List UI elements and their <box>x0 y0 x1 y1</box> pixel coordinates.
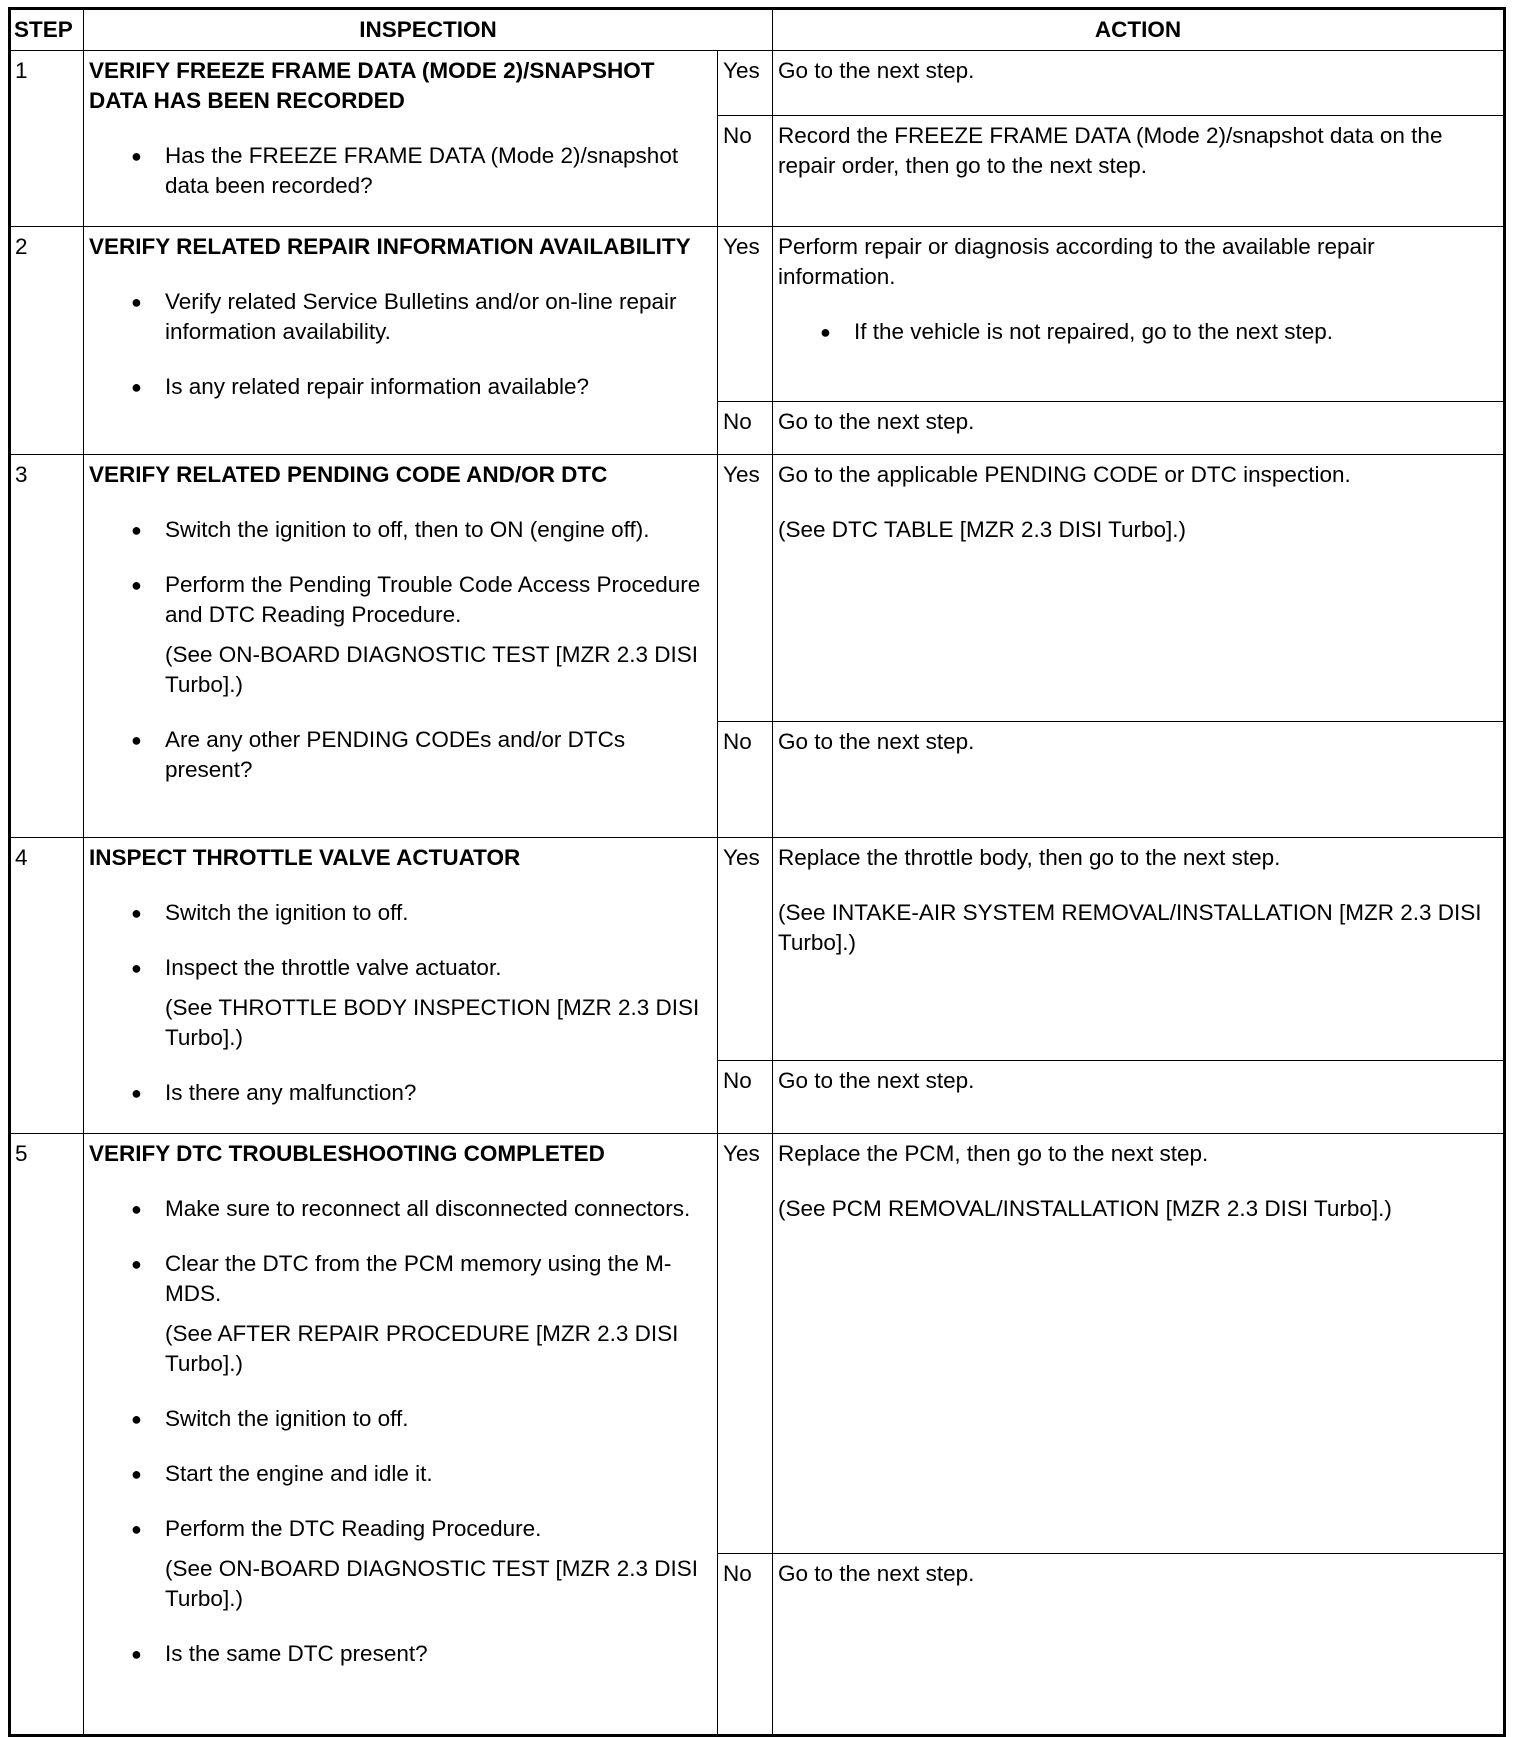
no-action <box>773 1061 1505 1134</box>
no-action <box>773 1554 1505 1736</box>
header-row <box>10 9 1505 51</box>
reference-text: (See DTC TABLE [MZR 2.3 DISI Turbo].) <box>778 517 1187 542</box>
no-action-text: Go to the next step. <box>778 1561 975 1586</box>
no-action <box>773 116 1505 227</box>
header-inspection: INSPECTION <box>84 9 773 51</box>
reference-text: (See THROTTLE BODY INSPECTION [MZR 2.3 DISI Turbo].) <box>165 995 700 1050</box>
yes-label: Yes <box>718 838 773 1061</box>
no-action-text: Go to the next step. <box>778 409 975 434</box>
step-number: 3 <box>10 455 84 838</box>
inspection-bullet-item <box>89 1194 712 1224</box>
inspection-cell <box>84 1134 718 1736</box>
bullet-text: Is there any malfunction? <box>165 1080 417 1105</box>
step-row-yes <box>10 51 1505 116</box>
yes-label: Yes <box>718 1134 773 1554</box>
bullet-icon: ● <box>131 575 142 595</box>
no-action <box>773 402 1505 455</box>
yes-action-text: Replace the PCM, then go to the next step. <box>778 1141 1209 1166</box>
no-label: No <box>718 1554 773 1736</box>
no-action-text: Go to the next step. <box>778 1068 975 1094</box>
header-step: STEP <box>10 9 84 51</box>
inspection-cell <box>84 51 718 227</box>
bullet-icon: ● <box>131 1254 142 1274</box>
yes-action-text: Replace the throttle body, then go to the next step. <box>778 845 1281 870</box>
inspection-bullet-item <box>89 898 712 928</box>
inspection-bullet-item <box>89 1249 712 1309</box>
bullet-icon: ● <box>131 1409 142 1429</box>
bullet-text: Switch the ignition to off, then to ON (engine off). <box>165 517 650 542</box>
inspection-bullet-item <box>89 953 712 983</box>
inspection-title: VERIFY RELATED REPAIR INFORMATION AVAILABILITY <box>89 234 691 259</box>
bullet-text: Has the FREEZE FRAME DATA (Mode 2)/snapshot data been recorded? <box>165 143 679 198</box>
step-row-yes <box>10 455 1505 722</box>
yes-action <box>773 455 1505 722</box>
inspection-bullet-item <box>89 1514 712 1544</box>
bullet-icon: ● <box>820 322 831 342</box>
no-label: No <box>718 402 773 455</box>
inspection-title: VERIFY DTC TROUBLESHOOTING COMPLETED <box>89 1141 605 1166</box>
bullet-icon: ● <box>131 958 142 978</box>
yes-label: Yes <box>718 227 773 402</box>
bullet-text: Inspect the throttle valve actuator. <box>165 955 502 980</box>
inspection-bullet-item <box>89 372 712 402</box>
inspection-cell <box>84 227 718 455</box>
reference-text: (See ON-BOARD DIAGNOSTIC TEST [MZR 2.3 DISI Turbo].) <box>165 642 699 697</box>
inspection-bullet-item <box>89 725 712 785</box>
inspection-bullet-item <box>89 141 712 201</box>
bullet-text: Start the engine and idle it. <box>165 1461 433 1486</box>
inspection-cell <box>84 838 718 1134</box>
bullet-text: Make sure to reconnect all disconnected connectors. <box>165 1196 691 1221</box>
inspection-bullet-item <box>89 1404 712 1434</box>
step-number: 4 <box>10 838 84 1134</box>
header-action: ACTION <box>773 9 1505 51</box>
bullet-icon: ● <box>131 377 142 397</box>
action-bullet-item <box>778 317 1498 347</box>
inspection-title: VERIFY FREEZE FRAME DATA (MODE 2)/SNAPSHOT DATA HAS BEEN RECORDED <box>89 58 655 113</box>
no-label: No <box>718 722 773 838</box>
inspection-title: INSPECT THROTTLE VALVE ACTUATOR <box>89 845 521 870</box>
bullet-icon: ● <box>131 146 142 166</box>
no-action-text: Go to the next step. <box>778 729 975 754</box>
bullet-text: Is the same DTC present? <box>165 1641 428 1666</box>
step-number: 5 <box>10 1134 84 1736</box>
step-row-yes <box>10 227 1505 402</box>
yes-action-text: Go to the next step. <box>778 58 975 83</box>
yes-action <box>773 227 1505 402</box>
bullet-text: Clear the DTC from the PCM memory using the M-MDS. <box>165 1251 672 1306</box>
inspection-bullet-item <box>89 287 712 347</box>
yes-action <box>773 1134 1505 1554</box>
bullet-icon: ● <box>131 730 142 750</box>
bullet-icon: ● <box>131 1519 142 1539</box>
bullet-text: Is any related repair information available? <box>165 374 589 399</box>
bullet-text: Switch the ignition to off. <box>165 1406 409 1431</box>
yes-label: Yes <box>718 455 773 722</box>
bullet-text: Perform the DTC Reading Procedure. <box>165 1516 542 1541</box>
bullet-text: Switch the ignition to off. <box>165 900 409 925</box>
inspection-title: VERIFY RELATED PENDING CODE AND/OR DTC <box>89 462 608 487</box>
troubleshooting-table <box>8 7 1506 1737</box>
bullet-text: Verify related Service Bulletins and/or on-line repair information availability. <box>165 289 677 344</box>
inspection-bullet-item <box>89 570 712 630</box>
no-label: No <box>718 116 773 227</box>
no-label: No <box>718 1061 773 1134</box>
step-row-yes <box>10 838 1505 1061</box>
yes-action <box>773 838 1505 1061</box>
bullet-text: If the vehicle is not repaired, go to the next step. <box>854 319 1334 344</box>
bullet-icon: ● <box>131 903 142 923</box>
bullet-icon: ● <box>131 1199 142 1219</box>
step-row-yes <box>10 1134 1505 1554</box>
bullet-icon: ● <box>131 520 142 540</box>
bullet-icon: ● <box>131 1464 142 1484</box>
no-action-text: Record the FREEZE FRAME DATA (Mode 2)/snapshot data on the repair order, then go to the next step. <box>778 123 1443 179</box>
yes-label: Yes <box>718 51 773 116</box>
no-action <box>773 722 1505 838</box>
yes-action <box>773 51 1505 116</box>
inspection-bullet-item <box>89 1078 712 1108</box>
reference-text: (See PCM REMOVAL/INSTALLATION [MZR 2.3 DISI Turbo].) <box>778 1196 1392 1221</box>
reference-text: (See ON-BOARD DIAGNOSTIC TEST [MZR 2.3 DISI Turbo].) <box>165 1556 699 1611</box>
inspection-bullet-item <box>89 515 712 545</box>
yes-action-text: Perform repair or diagnosis according to the available repair information. <box>778 234 1375 289</box>
bullet-icon: ● <box>131 292 142 312</box>
step-number: 2 <box>10 227 84 455</box>
yes-action-text: Go to the applicable PENDING CODE or DTC inspection. <box>778 462 1351 487</box>
bullet-icon: ● <box>131 1644 142 1664</box>
reference-text: (See INTAKE-AIR SYSTEM REMOVAL/INSTALLATION [MZR 2.3 DISI Turbo].) <box>778 900 1482 955</box>
bullet-icon: ● <box>131 1083 142 1103</box>
inspection-cell <box>84 455 718 838</box>
bullet-text: Are any other PENDING CODEs and/or DTCs present? <box>165 727 626 782</box>
inspection-bullet-item <box>89 1459 712 1489</box>
inspection-bullet-item <box>89 1639 712 1669</box>
reference-text: (See AFTER REPAIR PROCEDURE [MZR 2.3 DISI Turbo].) <box>165 1321 679 1376</box>
step-number: 1 <box>10 51 84 227</box>
bullet-text: Perform the Pending Trouble Code Access Procedure and DTC Reading Procedure. <box>165 572 701 627</box>
